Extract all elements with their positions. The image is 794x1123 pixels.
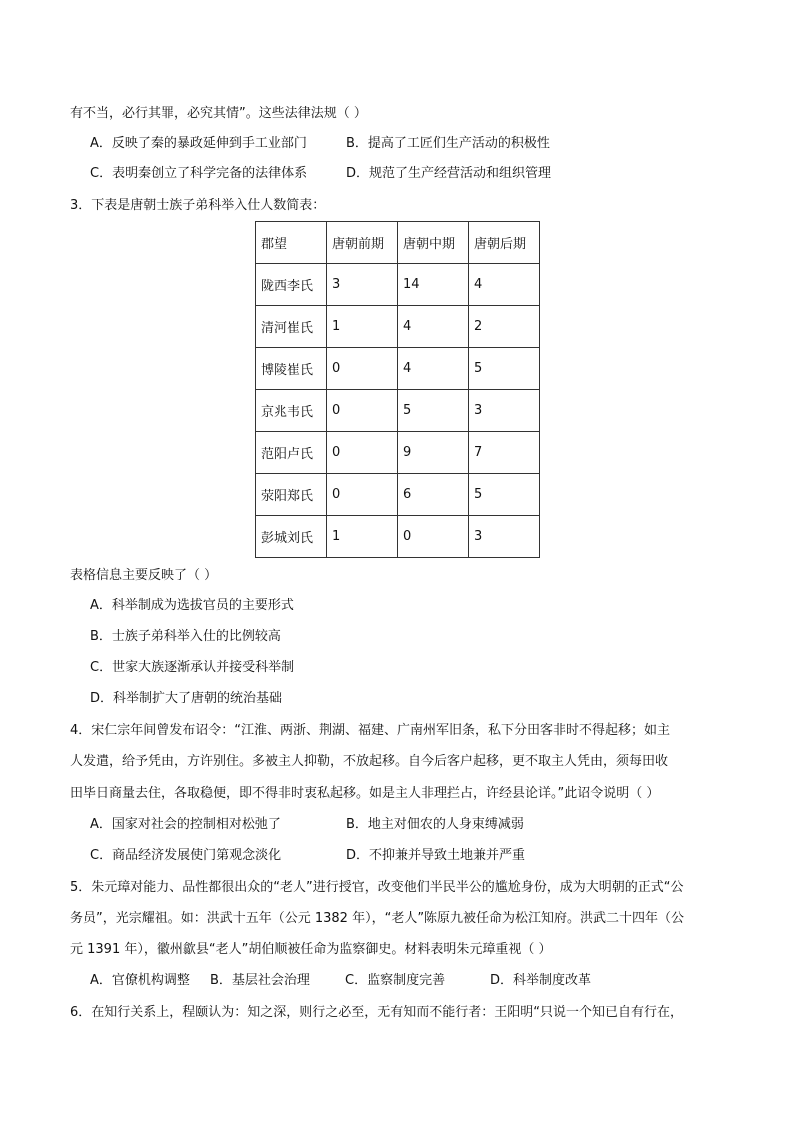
table-cell: 14 [398, 264, 469, 306]
table-cell: 0 [327, 474, 398, 516]
q5-option-b[interactable]: B．基层社会治理 [210, 973, 310, 988]
q4-options-row-1 [90, 815, 524, 835]
q2-stem-tail: 有不当，必行其罪，必究其情”。这些法律法规（ ） [70, 106, 367, 121]
table-cell: 唐朝后期 [469, 222, 540, 264]
q2-options-row-2 [90, 164, 551, 184]
table-cell: 1 [327, 516, 398, 558]
q2-option-b[interactable]: B．提高了工匠们生产活动的积极性 [346, 136, 550, 151]
table-cell: 0 [327, 390, 398, 432]
table-cell: 唐朝前期 [327, 222, 398, 264]
q4-option-c[interactable]: C．商品经济发展使门第观念淡化 [90, 848, 282, 863]
table-cell: 1 [327, 306, 398, 348]
q6-stem-line-1: 6．在知行关系上，程颐认为：知之深，则行之必至，无有知而不能行者：王阳明“只说一个知已自有行在， [70, 1005, 684, 1020]
table-row-label: 荥阳郑氏 [256, 474, 327, 516]
q3-option-c[interactable]: C．世家大族逐渐承认并接受科举制 [90, 660, 295, 675]
q5-stem-line-2: 务员”，光宗耀祖。如：洪武十五年（公元 1382 年），“老人”陈原九被任命为松江知府。洪武二十四年（公 [70, 911, 685, 926]
table-row-label: 陇西李氏 [256, 264, 327, 306]
q2-options-row-1 [90, 134, 550, 154]
table-row-label: 范阳卢氏 [256, 432, 327, 474]
table-row-label: 博陵崔氏 [256, 348, 327, 390]
q3-option-a[interactable]: A．科举制成为选拔官员的主要形式 [90, 598, 294, 613]
table-row-label: 京兆韦氏 [256, 390, 327, 432]
table-header-row [256, 222, 540, 264]
table-row [256, 348, 540, 390]
q4-stem-line-1: 4．宋仁宗年间曾发布诏令：“江淮、两浙、荆湖、福建、广南州军旧条，私下分田客非时不得起移；如主 [70, 723, 671, 738]
table-row [256, 390, 540, 432]
q4-options-row-2 [90, 846, 525, 866]
q2-option-a[interactable]: A．反映了秦的暴政延伸到手工业部门 [90, 136, 307, 151]
table-row [256, 516, 540, 558]
q4-option-a[interactable]: A．国家对社会的控制相对松弛了 [90, 817, 281, 832]
table-cell: 3 [327, 264, 398, 306]
table-row-label: 郡望 [256, 222, 327, 264]
table-cell: 4 [398, 306, 469, 348]
table-cell: 0 [398, 516, 469, 558]
table-cell: 4 [398, 348, 469, 390]
q5-option-d[interactable]: D．科举制度改革 [490, 973, 592, 988]
table-cell: 9 [398, 432, 469, 474]
q4-stem-line-3: 田毕日商量去住，各取稳便，即不得非时衷私起移。如是主人非理拦占，许经县论详。”此诏令说明（ ） [70, 786, 660, 801]
table-cell: 0 [327, 432, 398, 474]
table-cell: 5 [469, 474, 540, 516]
table-cell: 3 [469, 516, 540, 558]
q4-stem-line-2: 人发遣，给予凭由，方许别住。多被主人抑勒，不放起移。自今后客户起移，更不取主人凭由，须每田收 [70, 754, 669, 769]
q2-option-c[interactable]: C．表明秦创立了科学完备的法律体系 [90, 166, 308, 181]
table-row [256, 474, 540, 516]
q4-option-d[interactable]: D．不抑兼并导致土地兼并严重 [346, 848, 526, 863]
q3-stem: 3．下表是唐朝士族子弟科举入仕人数简表： [70, 198, 326, 213]
q5-option-c[interactable]: C．监察制度完善 [345, 973, 446, 988]
q5-option-a[interactable]: A．官僚机构调整 [90, 973, 190, 988]
q4-option-b[interactable]: B．地主对佃农的人身束缚减弱 [346, 817, 524, 832]
table-row [256, 306, 540, 348]
q3-data-table [255, 221, 540, 558]
table-row-label: 彭城刘氏 [256, 516, 327, 558]
q3-option-b[interactable]: B．士族子弟科举入仕的比例较高 [90, 629, 281, 644]
table-cell: 2 [469, 306, 540, 348]
q2-option-d[interactable]: D．规范了生产经营活动和组织管理 [346, 166, 552, 181]
q3-question: 表格信息主要反映了（ ） [70, 568, 218, 583]
q5-stem-line-3: 元 1391 年），徽州歙县“老人”胡伯顺被任命为监察御史。材料表明朱元璋重视（ ） [70, 942, 552, 957]
table-cell: 5 [398, 390, 469, 432]
table-row [256, 432, 540, 474]
table-row-label: 清河崔氏 [256, 306, 327, 348]
q5-options-row [90, 971, 591, 991]
q5-stem-line-1: 5．朱元璋对能力、品性都很出众的“老人”进行授官，改变他们半民半公的尴尬身份，成为大明朝的正式“公 [70, 880, 684, 895]
table-cell: 唐朝中期 [398, 222, 469, 264]
table-cell: 6 [398, 474, 469, 516]
table-row [256, 264, 540, 306]
table-cell: 5 [469, 348, 540, 390]
table-cell: 7 [469, 432, 540, 474]
table-cell: 0 [327, 348, 398, 390]
table-cell: 3 [469, 390, 540, 432]
q3-option-d[interactable]: D．科举制扩大了唐朝的统治基础 [90, 691, 283, 706]
table-cell: 4 [469, 264, 540, 306]
q3-table-body [256, 222, 540, 558]
